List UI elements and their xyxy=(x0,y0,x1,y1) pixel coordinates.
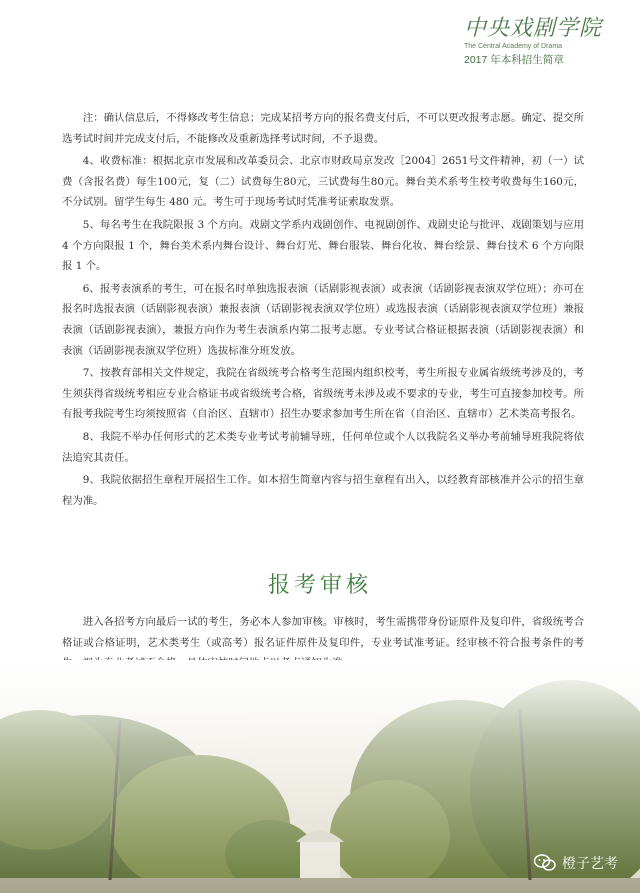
paragraph-acting: 6、报考表演系的考生，可在报名时单独选报表演（话剧影视表演）或表演（话剧影视表演双学位班）；亦可在报名时选报表演（话剧影视表演）兼报表演（话剧影视表演双学位班）或选报表演（话剧影视表演双学位班）兼报表演（话剧影视表演），兼报方向作为考生表演系内第二报考志愿。专业考试合格证根据表演（话剧影视表演）和表演（话剧影视表演双学位班）选拔标准分班发放。 xyxy=(62,282,584,357)
school-english-name: The Central Academy of Drama xyxy=(464,43,563,50)
paragraph-note: 注：确认信息后，不得修改考生信息；完成某招考方向的报名费支付后，不可以更改报考志愿。确定、提交所选考试时间并完成支付后，不能修改及重新选择考试时间，不予退费。 xyxy=(62,112,584,145)
paragraph-limit: 5、每名考生在我院限报 3 个方向。戏剧文学系内戏剧创作、电视剧创作、戏剧史论与批评、戏剧策划与应用 4 个方向限报 1 个，舞台美术系内舞台设计、舞台灯光、舞台服装、舞台化妆、舞台绘景、舞台技术 6 个方向限报 1 个。 xyxy=(62,218,584,273)
paragraph-review: 进入各招考方向最后一试的考生，务必本人参加审核。审核时，考生需携带身份证原件及复印件，省级统考合格证或合格证明，艺术类考生（或高考）报名证件原件及复印件，专业考试准考证。经审核不符合报考条件的考 xyxy=(62,616,584,649)
guide-title: 2017 年本科招生简章 xyxy=(464,54,564,66)
wechat-icon xyxy=(534,854,556,872)
page-header xyxy=(464,16,603,68)
paragraph-no-tutoring: 8、我院不举办任何形式的艺术类专业考试考前辅导班，任何单位或个人以我院名义举办考前辅导班我院将依法追究其责任。 xyxy=(62,430,584,464)
paragraph-provincial-exam: 7、按教育部相关文件规定，我院在省级统考合格考生范围内组织校考，考生所报专业属省级统考涉及的，考生须获得省级统考相应专业合格证书或省级统考合格，省级统考未涉及或不要求的专业，考生可直接参加校考。所有报考我院考生均须按照省（自治区、直辖市）招生办要求参加考生所在省（自治区、直辖市）艺术类高考报名。 xyxy=(62,367,584,421)
watermark-text: 橙子艺考 xyxy=(562,856,618,872)
paragraph-fees: 4、收费标准：根据北京市发展和改革委员会、北京市财政局京发改［2004］2651号文件精神，初（一）试费（含报名费）每生100元，复（二）试费每生80元，三试费每生80元。舞台美术系考生校考收费每生160元，不分试别。留学生每生 480 元。考生可于现场考试时凭准考证索取发票。 xyxy=(62,155,584,209)
section-title: 报考审核 xyxy=(267,573,372,598)
watermark xyxy=(534,853,618,873)
paragraph-regulations: 9、我院依据招生章程开展招生工作。如本招生简章内容与招生章程有出入，以经教育部核准并公示的招生章程为准。 xyxy=(62,474,584,507)
main-content xyxy=(62,108,584,513)
school-logo-text: 中央戏剧学院 xyxy=(464,16,603,41)
